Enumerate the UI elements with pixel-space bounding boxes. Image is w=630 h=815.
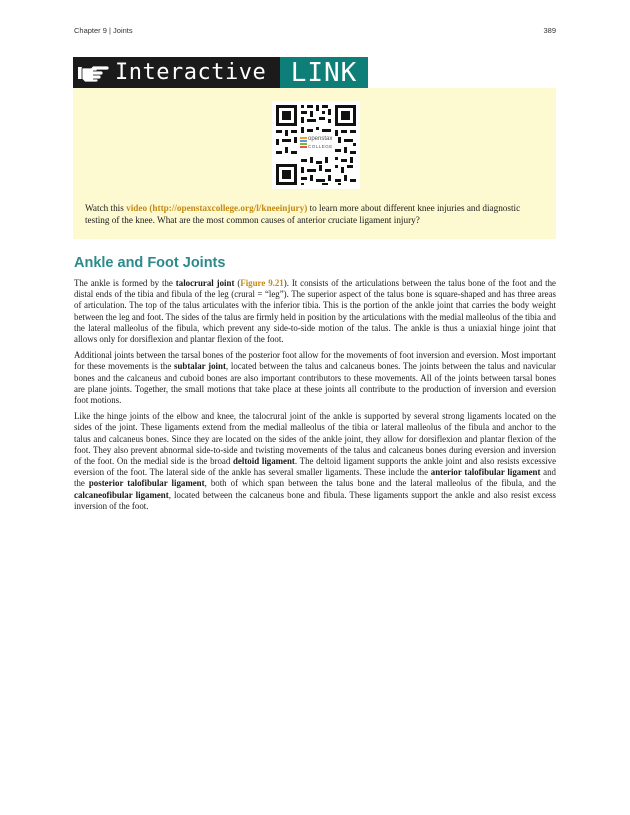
running-header-chapter: Chapter 9 | Joints xyxy=(74,26,133,35)
term-subtalar-joint: subtalar joint xyxy=(174,361,226,372)
qr-code[interactable] xyxy=(272,101,360,189)
figure-reference-link[interactable]: Figure 9.21 xyxy=(240,278,284,288)
pointing-hand-icon xyxy=(77,63,109,83)
term-anterior-talofibular-ligament: anterior talofibular ligament xyxy=(430,467,541,478)
interactive-link-text: Watch this video (http://openstaxcollege.org/l/kneeinjury) to learn more about different knee injuries and diagnostic testing of the knee. What are the most common causes of anterior cruciate ligament injury? xyxy=(85,203,521,225)
section-title: Ankle and Foot Joints xyxy=(74,255,226,271)
term-talocrural-joint: talocrural joint xyxy=(175,278,235,288)
banner-interactive-word: Interactive xyxy=(115,60,267,85)
paragraph-1: The ankle is formed by the talocrural joint (Figure 9.21). It consists of the articulations between the talus bone of the foot and the distal ends of the tibia and fibula of the leg (crural = “leg”). The superior aspect of the talus bone is square-shaped and has three areas of articulation. The top of the talus articulates with the inferior tibia. This is the portion of the ankle joint that carries the body weight between the leg and foot. The sides of the talus are firmly held in position by the articulations with the medial malleolus of the tibia and the lateral malleolus of the fibula, which prevent any side-to-side motion of the talus. The ankle is thus a uniaxial hinge joint that allows only for dorsiflexion and plantar flexion of the foot. xyxy=(74,278,556,345)
interactive-link-box xyxy=(73,88,556,239)
interactive-link-banner xyxy=(73,57,368,88)
paragraph-3: Like the hinge joints of the elbow and knee, the talocrural joint of the ankle is supported by several strong ligaments located on the sides of the joint. These ligaments extend from the medial malleolus of the tibia or lateral malleolus of the fibula and anchor to the talus and calcaneus bones. Since they are located on the sides of the ankle joint, they allow for dorsiflexion and plantar flexion of the foot. They also prevent abnormal side-to-side and twisting movements of the talus and calcaneus bones during eversion and inversion of the foot. On the medial side is the broad deltoid ligament. The deltoid ligament supports the ankle joint and also resists excessive eversion of the foot. The lateral side of the ankle has several smaller ligaments. These include the anterior talofibular ligament and the posterior talofibular ligament, both of which span between the talus bone and the lateral malleolus of the fibula, and the calcaneofibular ligament, located between the calcaneus bone and fibula. These ligaments support the ankle and also resist excess inversion of the foot. xyxy=(74,411,557,511)
term-posterior-talofibular-ligament: posterior talofibular ligament xyxy=(88,478,205,489)
page-number: 389 xyxy=(543,26,556,35)
banner-link-word: LINK xyxy=(290,57,358,88)
term-calcaneofibular-ligament: calcaneofibular ligament xyxy=(74,489,169,500)
openstax-logo-text: openstax COLLEGE xyxy=(308,136,333,149)
paragraph-2: Additional joints between the tarsal bones of the posterior foot allow for the movements of foot inversion and eversion. Most important for these movements is the subtalar joint, located between the talus and calcaneus bones. The joints between the talus and navicular bones and the calcaneus and cuboid bones are also important contributors to these movements. All of the joints between tarsal bones are plane joints. Together, the small motions that take place at these joints all contribute to the production of inversion and eversion foot motions. xyxy=(74,350,557,406)
video-link[interactable]: video (http://openstaxcollege.org/l/kneeinjury) xyxy=(126,203,308,213)
term-deltoid-ligament: deltoid ligament xyxy=(233,456,295,467)
section-body xyxy=(74,278,556,517)
